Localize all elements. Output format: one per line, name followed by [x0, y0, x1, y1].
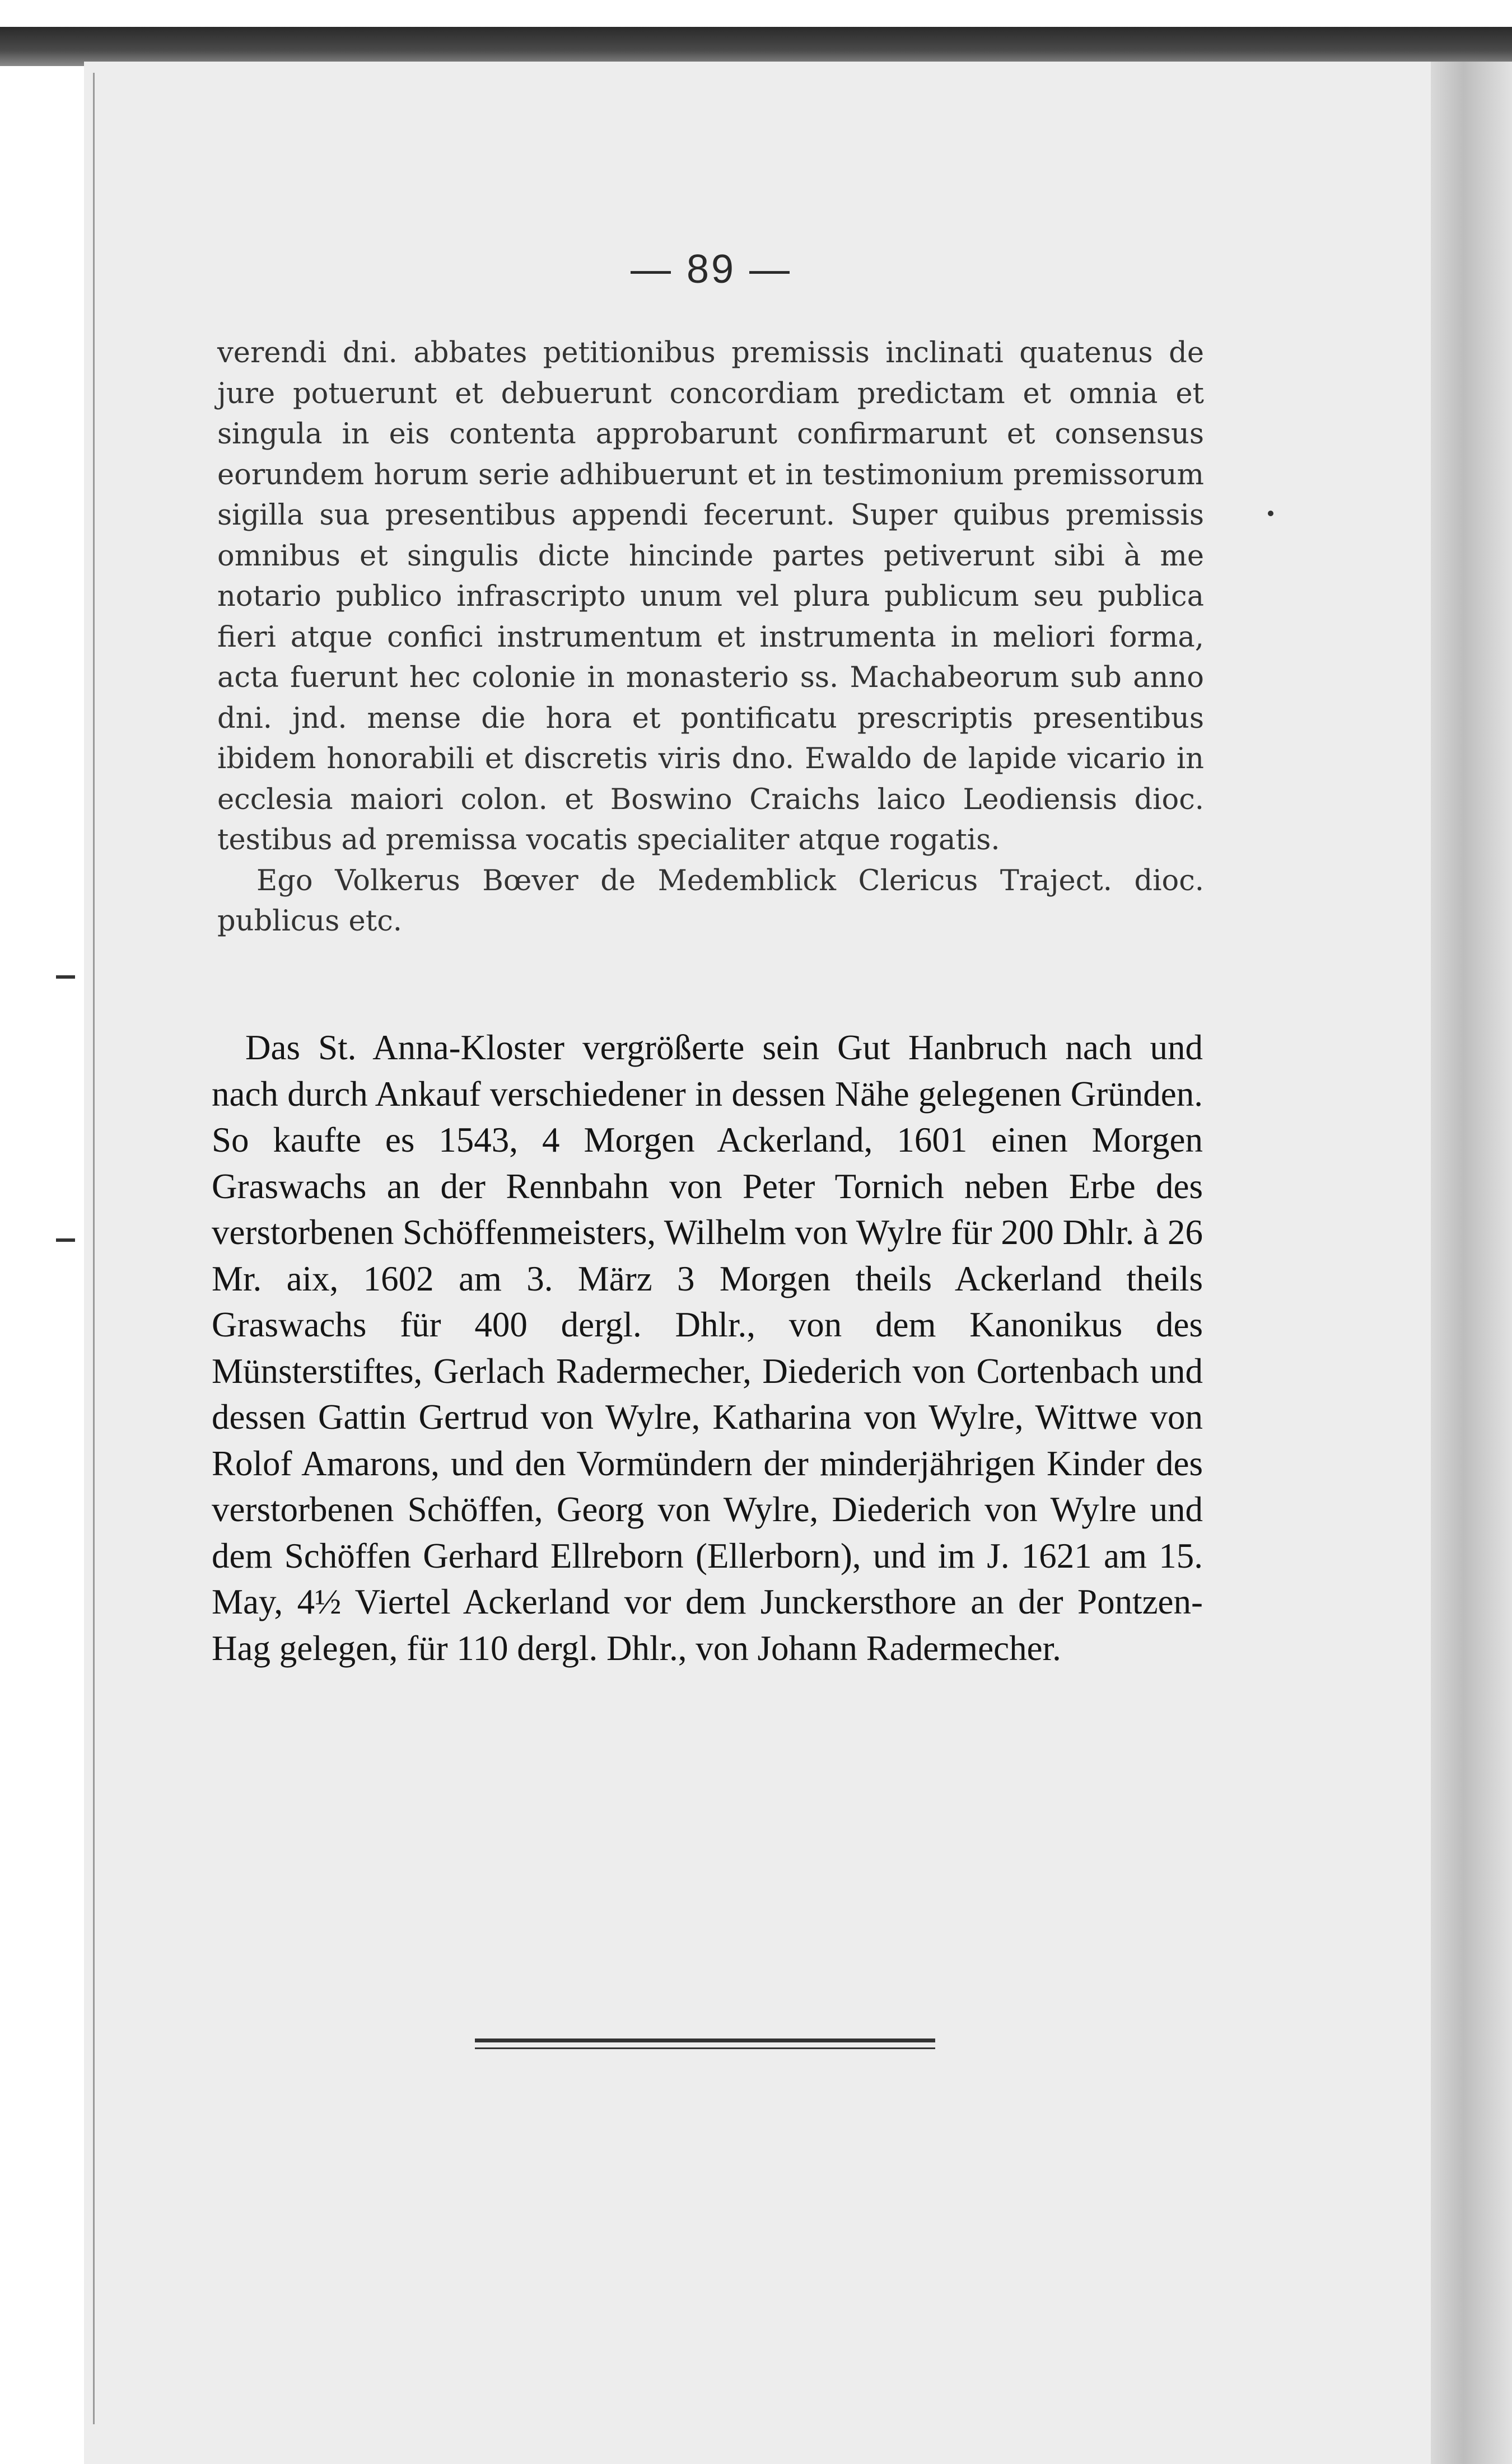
page-number: — 89 — [630, 247, 792, 292]
section-end-rule [475, 2047, 935, 2049]
german-document-text [212, 1025, 1203, 1671]
margin-mark [56, 1238, 75, 1242]
latin-document-text [217, 333, 1204, 942]
section-end-rule [475, 2038, 935, 2042]
german-paragraph: Das St. Anna-Kloster vergrößerte sein Gut Hanbruch nach und nach durch Ankauf verschiedener in dessen Nähe gelegenen Gründen. So kaufte es 1543, 4 Morgen Ackerland, 1601 einen Morgen Graswachs an der Rennbahn von Peter Tornich neben Erbe des verstorbenen Schöffenmeisters, Wilhelm von Wylre für 200 Dhlr. à 26 Mr. aix, 1602 am 3. März 3 Morgen theils Ackerland theils Graswachs für 400 dergl. Dhlr., von dem Kanonikus des Münsterstiftes, Gerlach Radermecher, Diederich von Cortenbach und dessen Gattin Gertrud von Wylre, Katharina von Wylre, Wittwe von Rolof Amarons, und den Vormündern der minderjährigen Kinder des verstorbenen Schöffen, Georg von Wylre, Diederich von Wylre und dem Schöffen Gerhard Ellreborn (Ellerborn), und im J. 1621 am 15. May, 4½ Viertel Ackerland vor dem Junckersthore an der Pontzen-Hag gelegen, für 110 dergl. Dhlr., von Johann Radermecher. [212, 1028, 1203, 1668]
page-gutter-shadow [1431, 62, 1512, 2464]
latin-notary-signature: Ego Volkerus Bœver de Medemblick Clericus Traject. dioc. publicus etc. [217, 864, 1204, 938]
left-margin-rule [93, 73, 95, 2424]
margin-mark [1268, 511, 1273, 516]
latin-paragraph: verendi dni. abbates petitionibus premissis inclinati quatenus de jure potuerunt et debuerunt concordiam predictam et omnia et singula in eis contenta approbarunt confirmarunt et consensus eorundem horum serie adhibuerunt et in testimonium premissorum sigilla sua presentibus appendi fecerunt. Super quibus premissis omnibus et singulis dicte hincinde partes petiverunt sibi à me notario publico infrascripto unum vel plura publicum seu publica fieri atque confici instrumentum et instrumenta in meliori forma, acta fuerunt hec colonie in monasterio ss. Machabeorum sub anno dni. jnd. mense die hora et pontificatu prescriptis presentibus ibidem honorabili et discretis viris dno. Ewaldo de lapide vicario in ecclesia maiori colon. et Boswino Craichs laico Leodiensis dioc. testibus ad premissa vocatis specialiter atque rogatis. [217, 336, 1204, 857]
margin-mark [56, 975, 75, 979]
scan-edge-top [0, 27, 1512, 66]
